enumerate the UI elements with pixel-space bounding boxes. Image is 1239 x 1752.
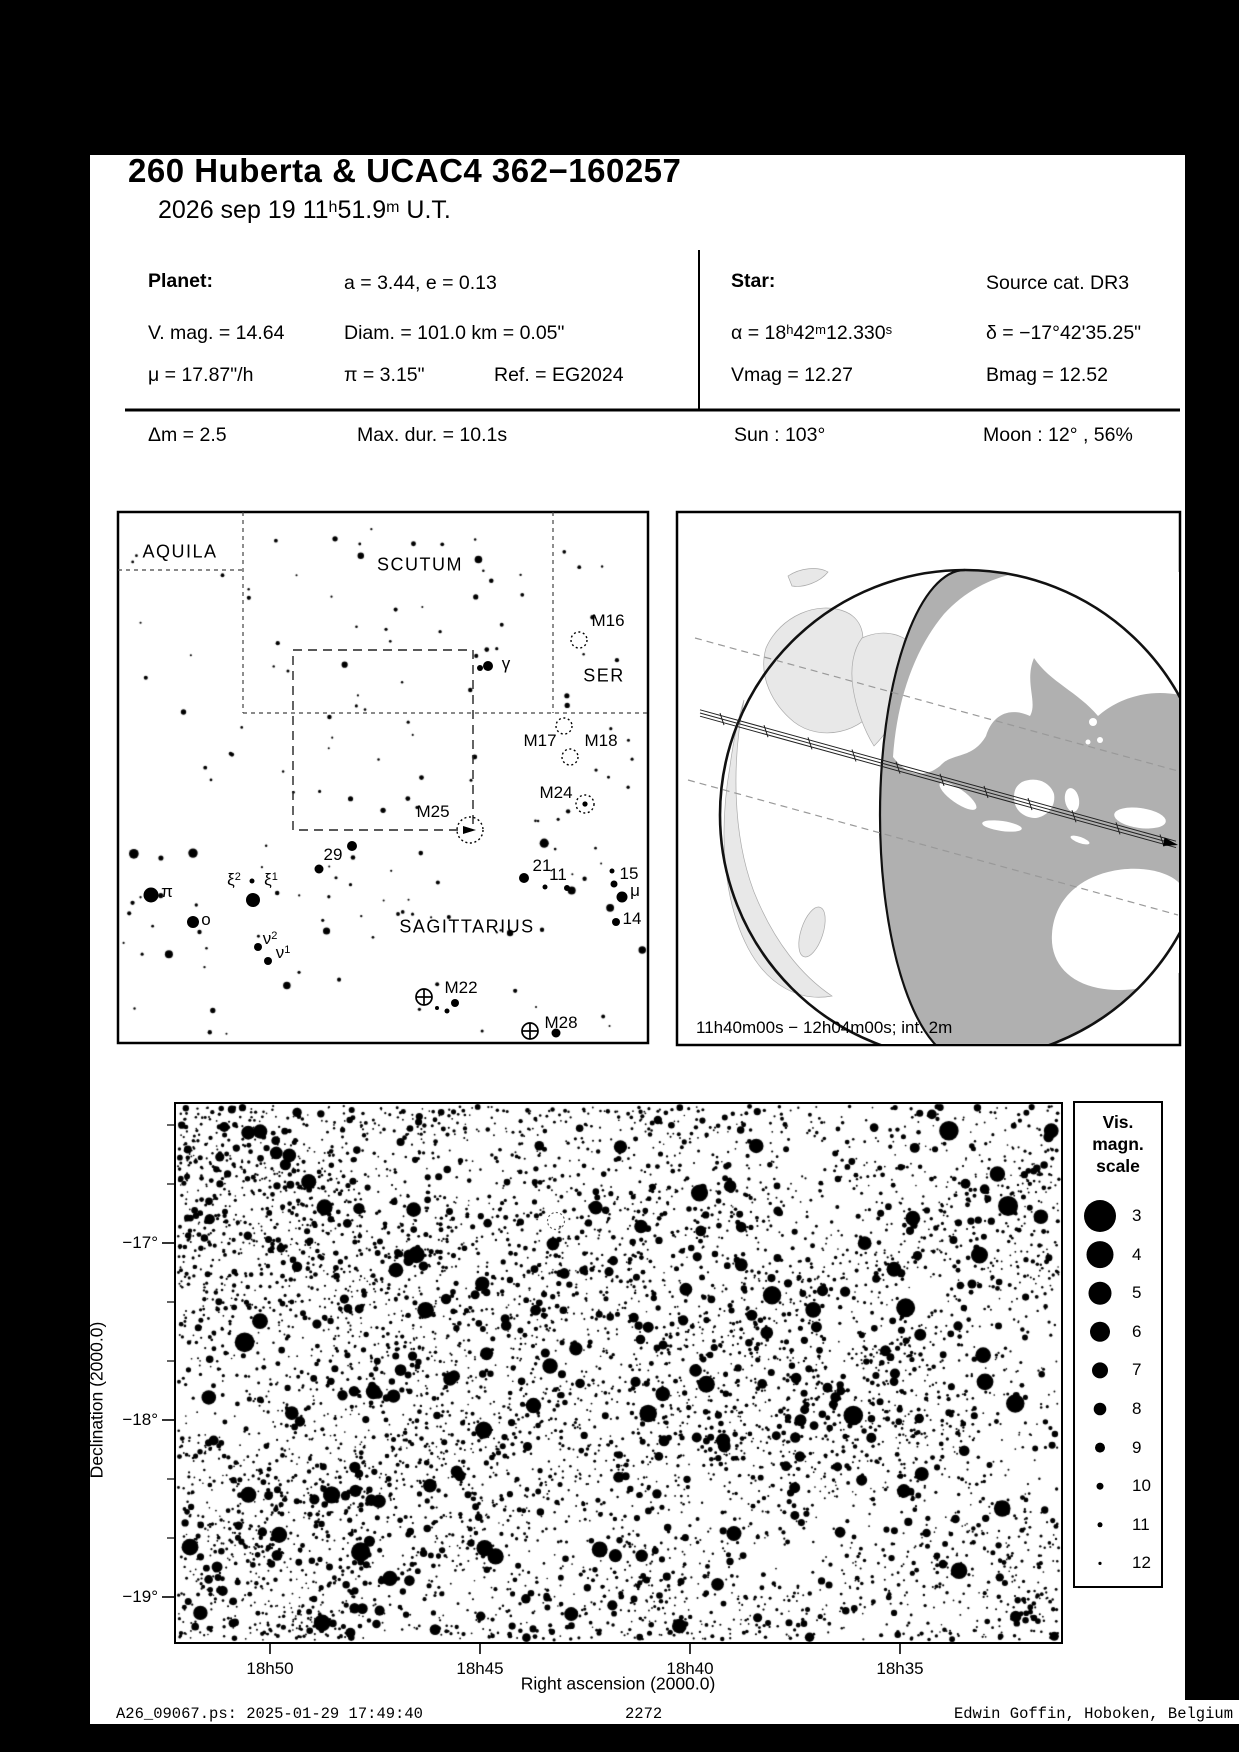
object-label: M22 xyxy=(444,978,478,997)
legend-mag-label: 5 xyxy=(1132,1283,1142,1303)
star-bmag: Bmag = 12.52 xyxy=(986,364,1108,386)
planet-label: Planet: xyxy=(148,270,214,292)
legend-mag-label: 9 xyxy=(1132,1437,1142,1457)
object-label: M17 xyxy=(523,731,557,750)
legend-title-line: Vis. xyxy=(1102,1112,1134,1132)
y-tick-label: −19° xyxy=(122,1587,158,1606)
x-tick-label: 18h45 xyxy=(456,1659,504,1678)
x-tick-label: 18h35 xyxy=(876,1659,924,1678)
star-dec: δ = −17°42'35.25" xyxy=(986,322,1142,344)
object-label: 15 xyxy=(619,864,639,883)
footer-page-number: 2272 xyxy=(625,1705,663,1723)
star-ra xyxy=(731,322,892,345)
star-vmag: Vmag = 12.27 xyxy=(731,364,853,386)
object-label: M18 xyxy=(584,731,618,750)
object-label: μ xyxy=(630,881,640,900)
legend-mag-label: 12 xyxy=(1132,1553,1151,1573)
planet-orbit: a = 3.44, e = 0.13 xyxy=(344,272,497,294)
legend-mag-label: 4 xyxy=(1132,1244,1142,1264)
object-label: $\xi^2$ xyxy=(227,870,241,889)
object-label: π xyxy=(161,882,173,901)
y-tick-label: −18° xyxy=(122,1410,158,1429)
planet-vmag: V. mag. = 14.64 xyxy=(148,322,285,344)
field-chart-frame xyxy=(175,1103,1062,1643)
constellation-label: SER xyxy=(583,665,625,686)
footer-filename: A26_09067.ps: 2025-01-29 17:49:40 xyxy=(116,1705,423,1723)
object-label: 21 xyxy=(532,856,552,875)
axis-ticks xyxy=(162,1125,900,1654)
object-label: 29 xyxy=(323,845,343,864)
globe-time-caption: 11h40m00s − 12h04m00s; int. 2m xyxy=(696,1018,953,1037)
event-datetime xyxy=(158,196,451,225)
moon-elongation: Moon : 12° , 56% xyxy=(983,424,1133,446)
constellation-label: SAGITTARIUS xyxy=(399,916,535,937)
legend-mag-label: 7 xyxy=(1132,1360,1142,1380)
legend-title-line: magn. xyxy=(1092,1134,1144,1154)
ra-h-sup: h xyxy=(786,322,794,337)
legend-mag-label: 6 xyxy=(1132,1321,1142,1341)
magnitude-drop: Δm = 2.5 xyxy=(148,424,227,446)
object-label: M28 xyxy=(544,1013,578,1032)
target-star-marker xyxy=(548,1213,565,1230)
date-part: U.T. xyxy=(399,196,451,224)
planet-diameter: Diam. = 101.0 km = 0.05" xyxy=(344,322,565,344)
object-label: 11 xyxy=(549,865,567,884)
object-label: $\xi^1$ xyxy=(264,870,278,889)
constellation-label: AQUILA xyxy=(142,541,218,562)
planet-motion: μ = 17.87"/h xyxy=(148,364,254,386)
legend-title-line: scale xyxy=(1096,1156,1140,1176)
sun-elongation: Sun : 103° xyxy=(734,424,826,446)
planet-parallax: π = 3.15" xyxy=(344,364,425,386)
finder-chart-frame xyxy=(118,512,648,1043)
constellation-label: SCUTUM xyxy=(377,554,463,575)
minute-sup: m xyxy=(386,199,400,216)
finder-chart-markers xyxy=(144,632,628,1039)
legend-mag-label: 8 xyxy=(1132,1399,1142,1418)
object-label: M25 xyxy=(416,802,450,821)
legend-mag-label: 3 xyxy=(1132,1206,1142,1225)
legend-mag-label: 10 xyxy=(1132,1476,1151,1496)
y-tick-label: −17° xyxy=(122,1233,158,1252)
legend-circles xyxy=(1084,1200,1116,1565)
footer-author: Edwin Goffin, Hoboken, Belgium xyxy=(953,1705,1233,1723)
page-title: 260 Huberta & UCAC4 362−160257 xyxy=(128,152,682,189)
date-part: 51.9 xyxy=(337,196,387,224)
object-label: M16 xyxy=(591,611,625,630)
legend-title xyxy=(1092,1111,1144,1177)
date-part: 2026 sep 19 11 xyxy=(158,196,329,224)
ra-m-sup: m xyxy=(815,322,826,337)
object-label: $\nu^2$ xyxy=(262,929,278,948)
hour-sup: h xyxy=(328,199,338,216)
legend-mag-label: 11 xyxy=(1132,1514,1150,1534)
ra-s-sup: s xyxy=(885,322,893,337)
object-label: o xyxy=(201,910,211,929)
object-label: M24 xyxy=(539,783,573,802)
star-label: Star: xyxy=(731,270,776,292)
object-label: γ xyxy=(501,654,511,673)
globe xyxy=(688,569,1210,1060)
planet-ref: Ref. = EG2024 xyxy=(494,364,624,386)
object-label: $\nu^1$ xyxy=(275,943,291,962)
ra-part: α = 18 xyxy=(731,322,787,344)
x-tick-label: 18h40 xyxy=(666,1659,714,1678)
ra-part: 12.330 xyxy=(825,322,886,344)
max-duration: Max. dur. = 10.1s xyxy=(357,424,508,446)
y-axis-title: Declination (2000.0) xyxy=(86,1321,107,1479)
object-label: 14 xyxy=(622,909,642,928)
star-source-catalog: Source cat. DR3 xyxy=(986,272,1130,294)
x-tick-label: 18h50 xyxy=(246,1659,294,1678)
ra-part: 42 xyxy=(793,322,816,344)
x-axis-title: Right ascension (2000.0) xyxy=(520,1673,716,1694)
